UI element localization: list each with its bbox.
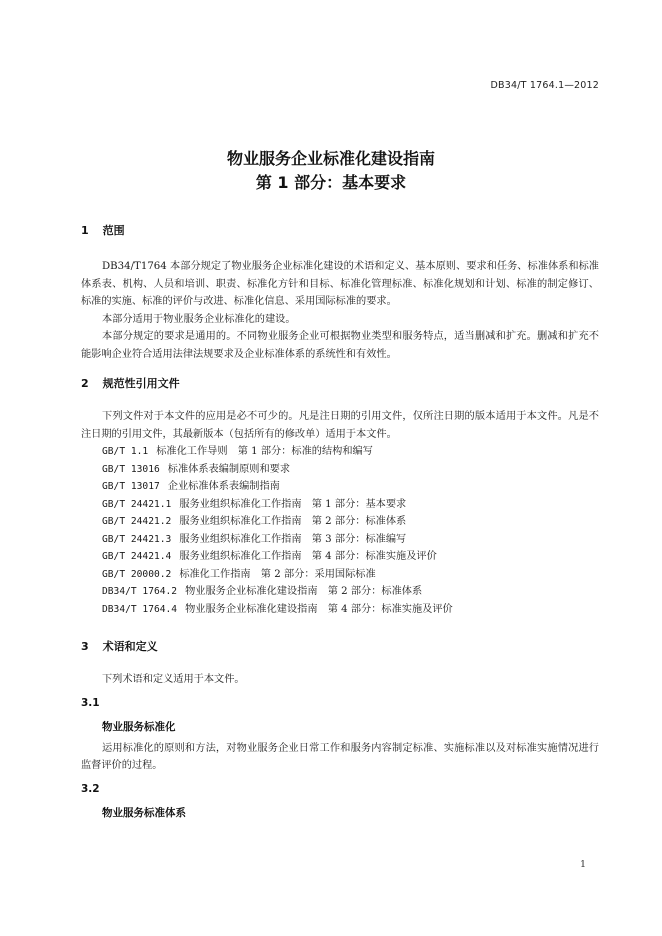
document-title: 物业服务企业标准化建设指南 (226, 149, 435, 168)
reference-item (81, 601, 599, 619)
reference-title: 服务业组织标准化工作指南 第 4 部分：标准实施及评价 (179, 551, 437, 562)
reference-title: 物业服务企业标准化建设指南 第 2 部分：标准体系 (185, 586, 423, 597)
reference-title: 标准化工作指南 第 2 部分：采用国际标准 (179, 568, 376, 580)
reference-title: 物业服务企业标准化建设指南 第 4 部分：标准实施及评价 (185, 603, 453, 615)
reference-item (81, 531, 599, 549)
term-name: 物业服务标准体系 (102, 806, 186, 819)
section-heading-terms-and-definitions (81, 640, 599, 654)
reference-code: GB/T 24421.4 (102, 551, 172, 562)
term-definition: 运用标准化的原则和方法，对物业服务企业日常工作和服务内容制定标准、实施标准以及对标准实施情况进行监督评价的过程。 (81, 742, 599, 771)
reference-title: 服务业组织标准化工作指南 第 1 部分：基本要求 (179, 498, 407, 510)
terms-intro-paragraph: 下列术语和定义适用于本文件。 (102, 674, 245, 685)
reference-title: 标准体系表编制原则和要求 (167, 463, 291, 475)
reference-code: GB/T 20000.2 (102, 568, 172, 580)
document-subtitle: 第 1 部分：基本要求 (255, 173, 407, 192)
reference-title: 服务业组织标准化工作指南 第 3 部分：标准编写 (179, 533, 407, 545)
reference-code: GB/T 24421.2 (102, 516, 172, 527)
reference-item (81, 496, 599, 514)
reference-item (81, 566, 599, 584)
term-number: 3.2 (81, 782, 100, 795)
document-body (81, 224, 599, 820)
title-block (0, 147, 662, 195)
scope-paragraph: 本部分规定的要求是通用的。不同物业服务企业可根据物业类型和服务特点，适当删减和扩充。删减和扩充不能影响企业符合适用法律法规要求及企业标准体系的系统性和有效性。 (81, 331, 599, 360)
reference-code: GB/T 1.1 (102, 446, 149, 457)
reference-list (81, 443, 599, 618)
section-number: 1 (81, 224, 89, 237)
section-heading-scope (81, 224, 599, 238)
document-code-header: DB34/T 1764.1—2012 (490, 80, 599, 91)
reference-title: 企业标准体系表编制指南 (167, 481, 280, 492)
reference-code: DB34/T 1764.2 (102, 586, 178, 597)
reference-item (81, 478, 599, 496)
reference-item (81, 461, 599, 479)
reference-code: GB/T 13017 (102, 481, 160, 492)
reference-title: 标准化工作导则 第 1 部分：标准的结构和编写 (156, 446, 373, 457)
reference-code: DB34/T 1764.4 (102, 603, 178, 615)
reference-item (81, 443, 599, 461)
scope-paragraph: 本部分适用于物业服务企业标准化的建设。 (102, 313, 296, 325)
section-heading-normative-references (81, 377, 599, 391)
reference-code: GB/T 24421.1 (102, 498, 172, 510)
section-title: 范围 (102, 224, 125, 237)
page-number: 1 (579, 859, 586, 870)
reference-title: 服务业组织标准化工作指南 第 2 部分：标准体系 (179, 516, 407, 527)
section-number: 2 (81, 377, 89, 390)
section-title: 术语和定义 (102, 640, 158, 653)
reference-item (81, 548, 599, 566)
reference-item (81, 583, 599, 601)
term-number: 3.1 (81, 696, 100, 709)
reference-code: GB/T 24421.3 (102, 533, 172, 545)
section-number: 3 (81, 640, 89, 653)
normative-intro-paragraph: 下列文件对于本文件的应用是必不可少的。凡是注日期的引用文件，仅所注日期的版本适用于本文件。凡是不注日期的引用文件，其最新版本（包括所有的修改单）适用于本文件。 (81, 411, 599, 440)
scope-paragraph: DB34/T1764 本部分规定了物业服务企业标准化建设的术语和定义、基本原则、要求和任务、标准体系和标准体系表、机构、人员和培训、职责、标准化方针和目标、标准化管理标准、标准化规划和计划、标准的制定修订、标准的实施、标准的评价与改进、标准化信息、采用国际标准的要求。 (81, 261, 599, 307)
reference-item (81, 513, 599, 531)
reference-code: GB/T 13016 (102, 463, 160, 475)
section-title: 规范性引用文件 (102, 377, 180, 390)
term-name: 物业服务标准化 (102, 720, 176, 733)
